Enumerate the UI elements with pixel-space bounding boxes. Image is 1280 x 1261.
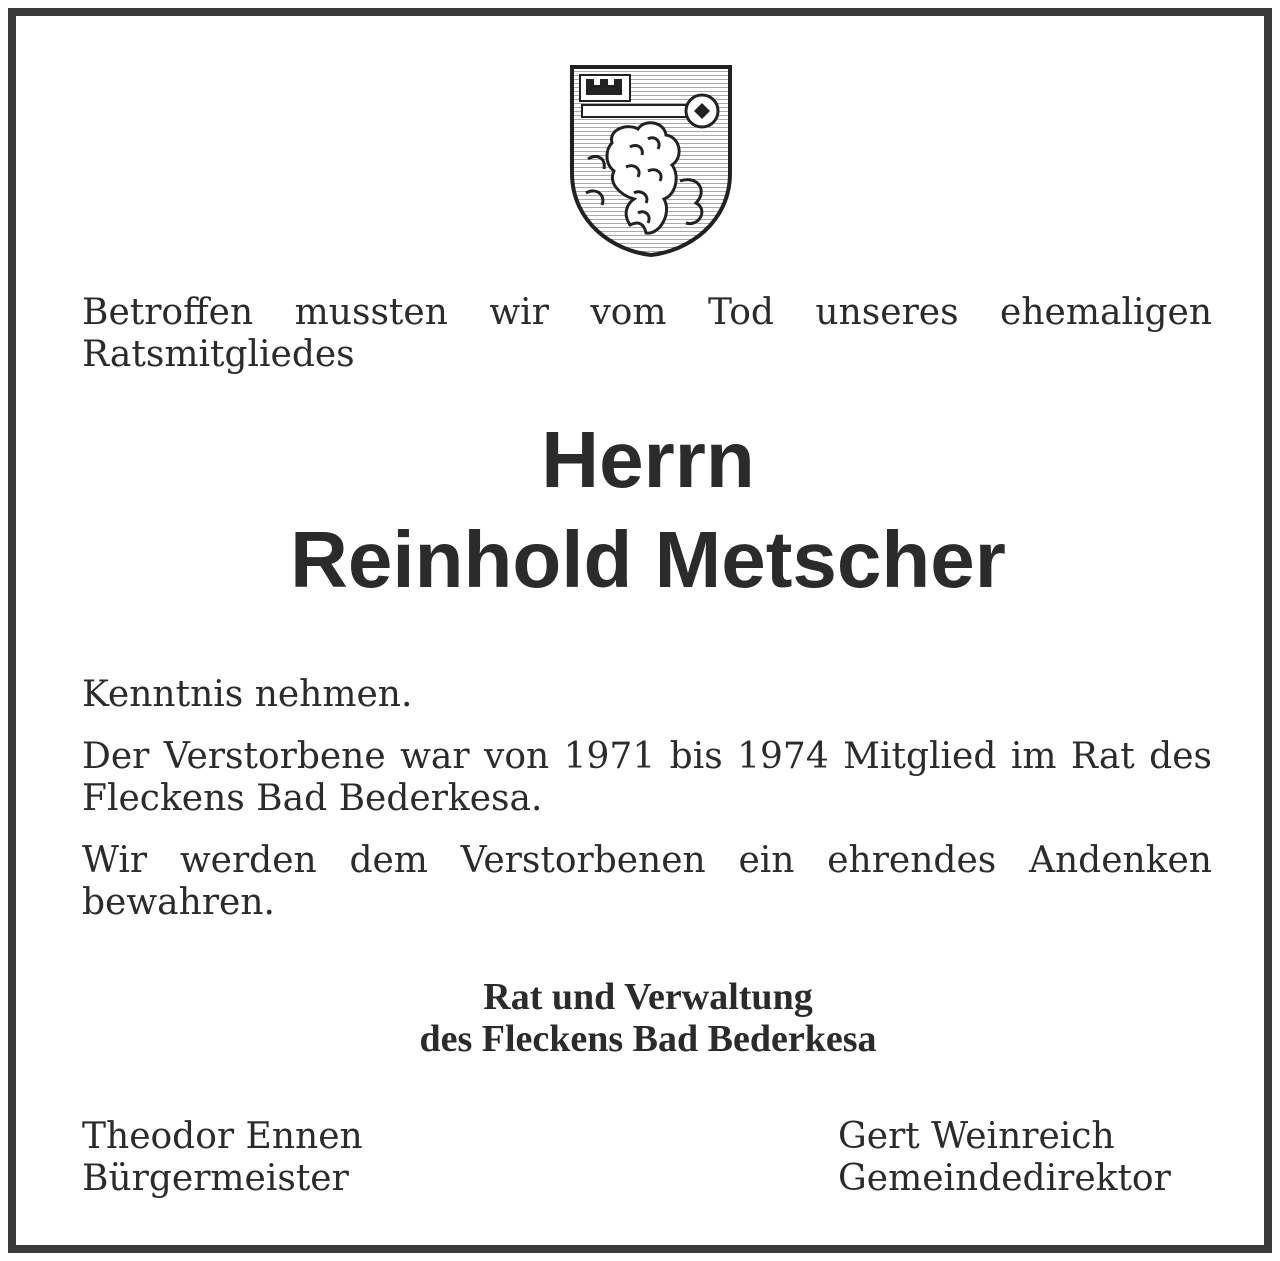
- signer-right-title: Gemeindedirektor: [838, 1158, 1171, 1199]
- intro-text: Betroffen mussten wir vom Tod unseres ehemaligen Ratsmitgliedes: [82, 292, 1212, 375]
- signer-right-name: Gert Weinreich: [838, 1116, 1115, 1157]
- organization-line-1: Rat und Verwaltung: [483, 976, 813, 1018]
- coat-of-arms-icon: [568, 63, 734, 258]
- memory-text: Wir werden dem Verstorbenen ein ehrendes Andenken bewahren.: [82, 840, 1212, 923]
- signer-left-name: Theodor Ennen: [82, 1116, 363, 1157]
- deceased-name: Reinhold Metscher: [290, 515, 1006, 604]
- signer-left-title: Bürgermeister: [82, 1158, 349, 1199]
- kenntnis-text: Kenntnis nehmen.: [82, 674, 413, 715]
- notice-frame: [8, 8, 1272, 1253]
- membership-text: Der Verstorbene war von 1971 bis 1974 Mitglied im Rat des Fleckens Bad Bederkesa.: [82, 736, 1212, 819]
- salutation: Herrn: [541, 415, 755, 504]
- organization-line-2: des Fleckens Bad Bederkesa: [419, 1018, 877, 1060]
